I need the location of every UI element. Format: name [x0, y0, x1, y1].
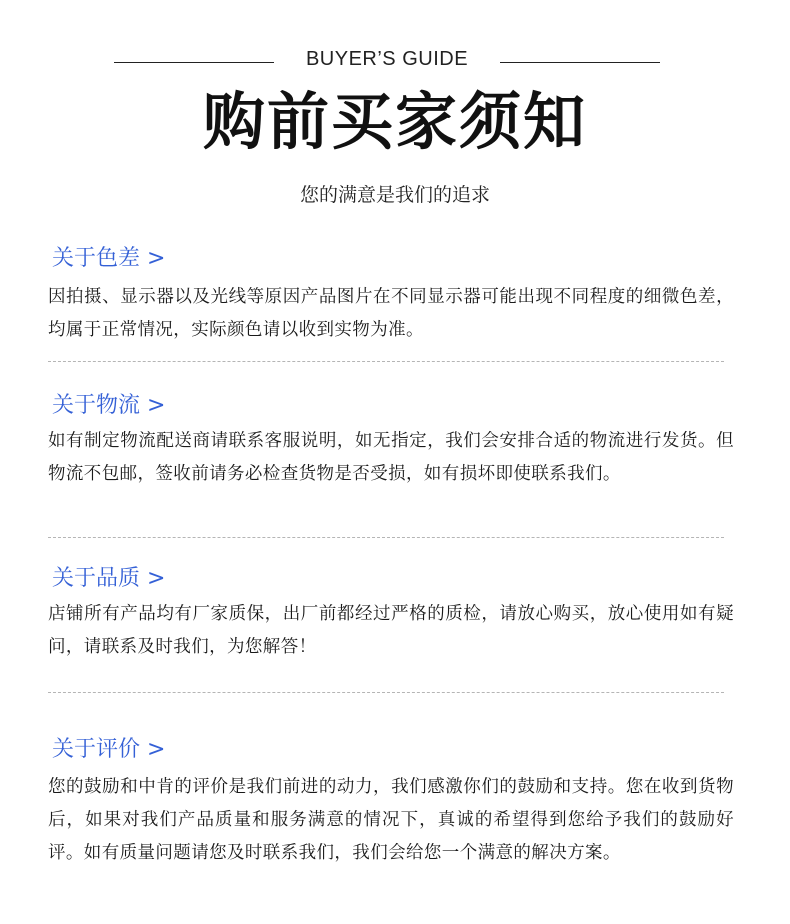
guide-label: BUYER’S GUIDE — [305, 48, 469, 70]
guide-divider-right — [500, 62, 660, 63]
page-title: 购前买家须知 — [202, 85, 587, 158]
section-body-quality: 店铺所有产品均有厂家质保，出厂前都经过严格的质检，请放心购买，放心使用如有疑问，请联系及时我们，为您解答！ — [48, 604, 734, 657]
section-divider — [48, 692, 724, 693]
section-title-color-difference: 关于色差 > — [52, 246, 166, 271]
section-body-color-difference: 因拍摄、显示器以及光线等原因产品图片在不同显示器可能出现不同程度的细微色差，均属于正常情况，实际颜色请以收到实物为准。 — [48, 287, 734, 340]
page-subtitle: 您的满意是我们的追求 — [299, 184, 490, 206]
page-header — [0, 0, 790, 220]
section-divider — [48, 361, 724, 362]
section-body-logistics: 如有制定物流配送商请联系客服说明，如无指定，我们会安排合适的物流进行发货。但物流不包邮，签收前请务必检查货物是否受损，如有损坏即使联系我们。 — [48, 431, 734, 484]
section-title-logistics: 关于物流 > — [52, 393, 166, 418]
section-divider — [48, 537, 724, 538]
section-title-reviews: 关于评价 > — [52, 737, 166, 762]
section-body-reviews: 您的鼓励和中肯的评价是我们前进的动力，我们感激你们的鼓励和支持。您在收到货物后，如果对我们产品质量和服务满意的情况下，真诚的希望得到您给予我们的鼓励好评。如有质量问题请您及时联系我们，我们会给您一个满意的解决方案。 — [48, 777, 734, 863]
guide-divider-left — [114, 62, 274, 63]
section-title-quality: 关于品质 > — [52, 566, 166, 591]
